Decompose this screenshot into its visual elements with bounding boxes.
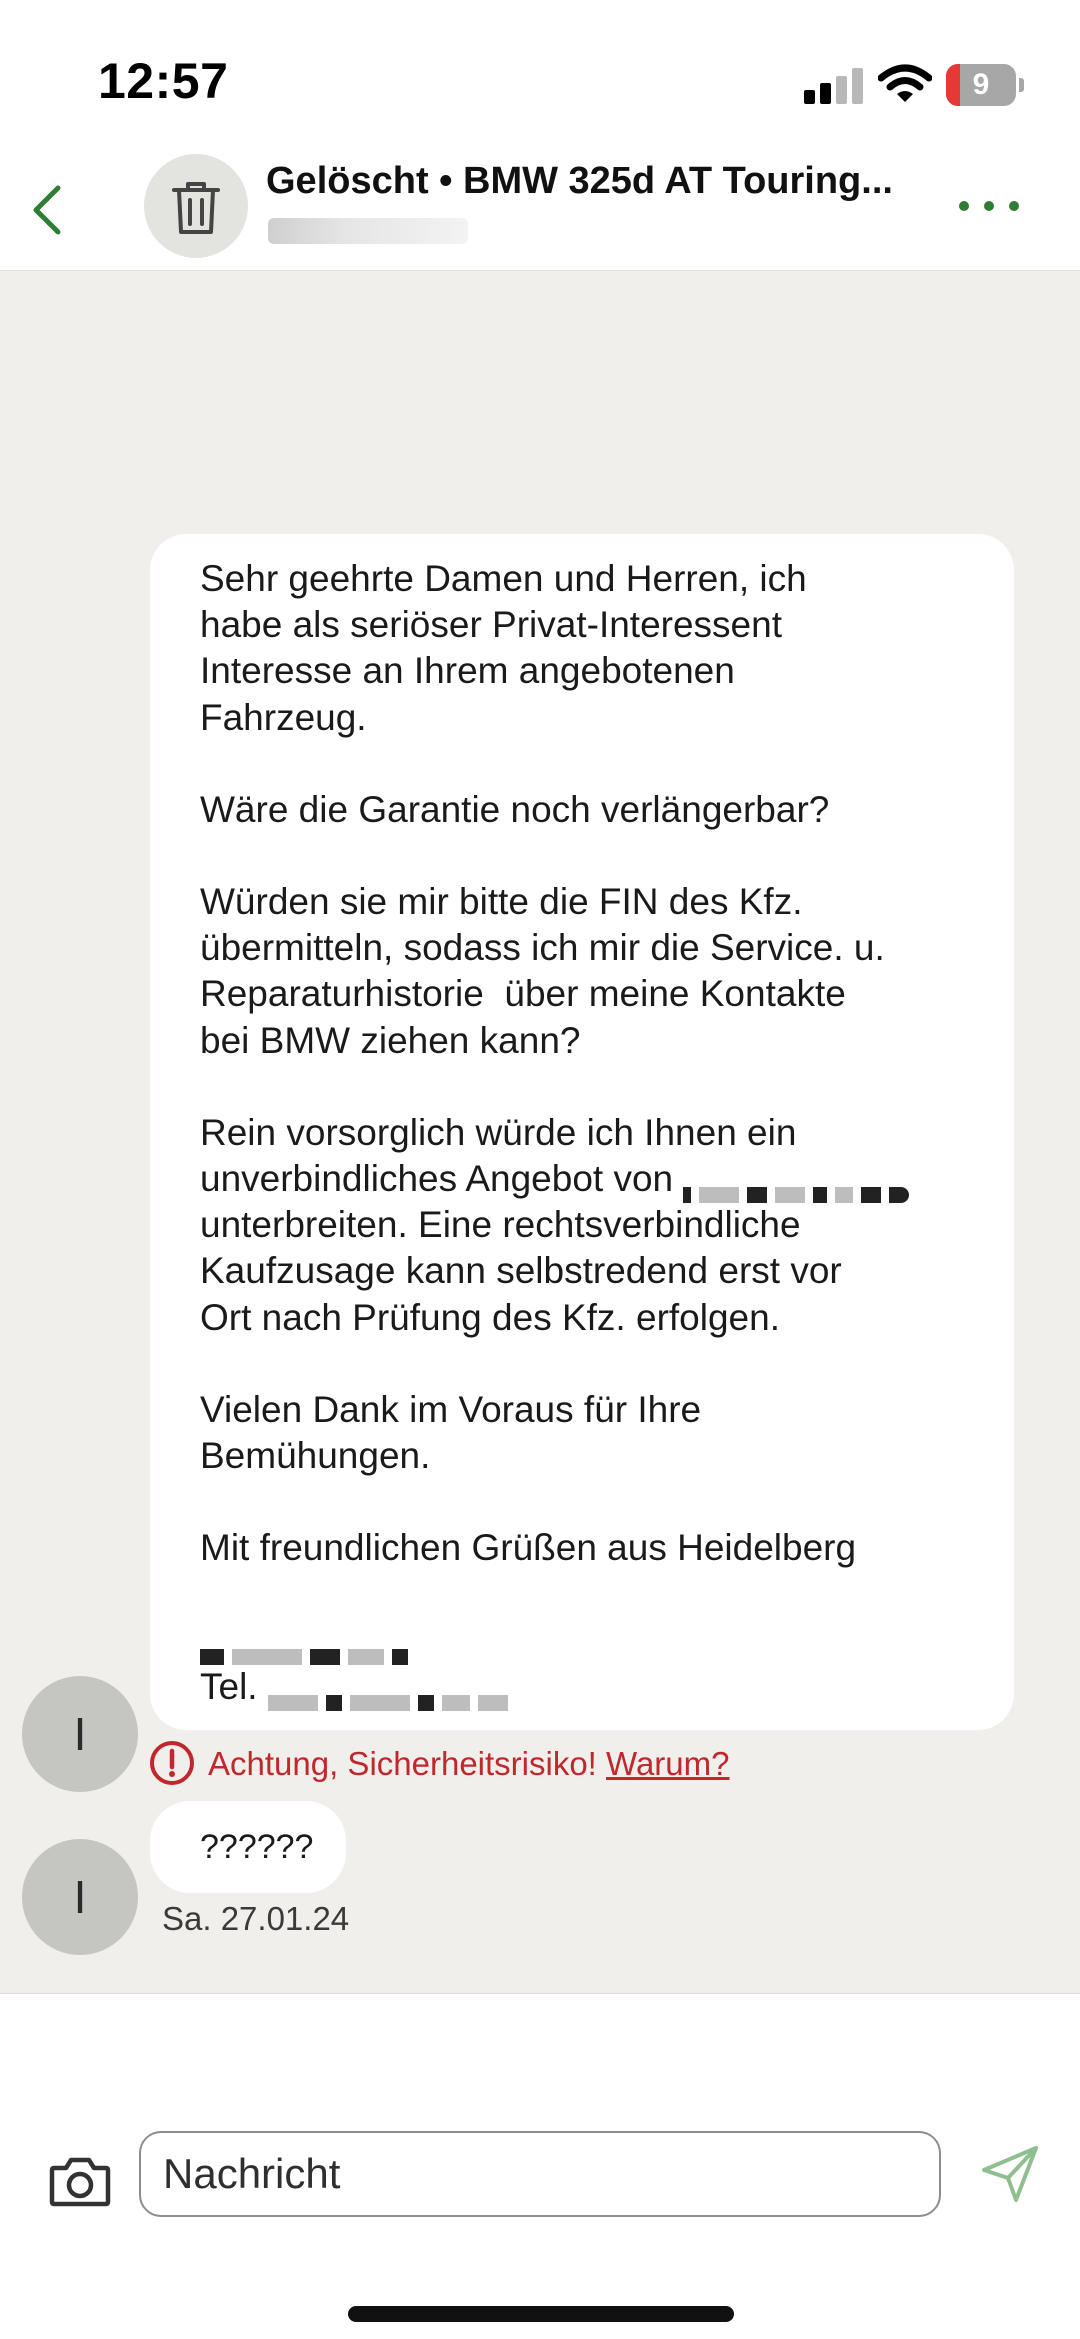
redacted-subtitle: [268, 218, 468, 244]
chevron-left-icon[interactable]: [24, 180, 74, 240]
message-paragraph: Sehr geehrte Damen und Herren, ich habe als seriöser Privat-Interessent Interesse an Ihrem angebotenen Fahrzeug.: [200, 558, 807, 738]
battery-level: 9: [972, 68, 990, 101]
avatar[interactable]: I: [22, 1839, 138, 1955]
message-line: Tel.: [200, 1665, 258, 1707]
alert-circle-icon: [148, 1739, 196, 1787]
message-signature: [200, 1617, 966, 1709]
trash-icon: [170, 178, 222, 236]
more-horizontal-icon[interactable]: [954, 186, 1024, 226]
message-paragraph: Mit freundlichen Grüßen aus Heidelberg: [200, 1527, 857, 1569]
message-paragraph: Wäre die Garantie noch verlängerbar?: [200, 788, 830, 830]
chat-area[interactable]: [0, 271, 1080, 1993]
warning-text: Achtung, Sicherheitsrisiko!: [208, 1745, 597, 1782]
composer-bar: [0, 1993, 1080, 2339]
warning-link[interactable]: Warum?: [606, 1745, 730, 1782]
conversation-title[interactable]: Gelöscht • BMW 325d AT Touring...: [266, 160, 893, 202]
redacted-offer: [683, 1170, 917, 1192]
message-line: unverbindliches Angebot von: [200, 1158, 674, 1200]
wifi-icon: [878, 64, 932, 104]
status-time: 12:57: [98, 53, 229, 109]
avatar[interactable]: I: [22, 1676, 138, 1792]
camera-icon[interactable]: [48, 2154, 112, 2210]
message-line: Rein vorsorglich würde ich Ihnen ein: [200, 1111, 797, 1153]
message-bubble[interactable]: [150, 534, 1014, 1730]
message-paragraph: [200, 1110, 966, 1341]
message-paragraph: Würden sie mir bitte die FIN des Kfz. übermitteln, sodass ich mir die Service. u. Reparaturhistorie über meine Kontakte bei BMW ziehen kann?: [200, 881, 885, 1061]
listing-avatar[interactable]: [144, 154, 248, 258]
message-paragraph: Vielen Dank im Voraus für Ihre Bemühungen.: [200, 1388, 702, 1477]
conversation-header: [0, 140, 1080, 271]
message-line: unterbreiten. Eine rechtsverbindliche Kaufzusage kann selbstredend erst vor Ort nach Prüfung des Kfz. erfolgen.: [200, 1204, 842, 1338]
send-icon[interactable]: [978, 2142, 1042, 2206]
signal-icon: [804, 68, 864, 104]
status-bar: [0, 0, 1080, 140]
redacted-name: [200, 1632, 416, 1654]
battery-icon: [946, 64, 1026, 106]
redacted-phone: [268, 1678, 516, 1700]
home-indicator: [348, 2306, 734, 2322]
message-date: Sa. 27.01.24: [162, 1900, 350, 1937]
message-input[interactable]: [139, 2131, 941, 2217]
message-bubble[interactable]: ??????: [150, 1801, 346, 1893]
